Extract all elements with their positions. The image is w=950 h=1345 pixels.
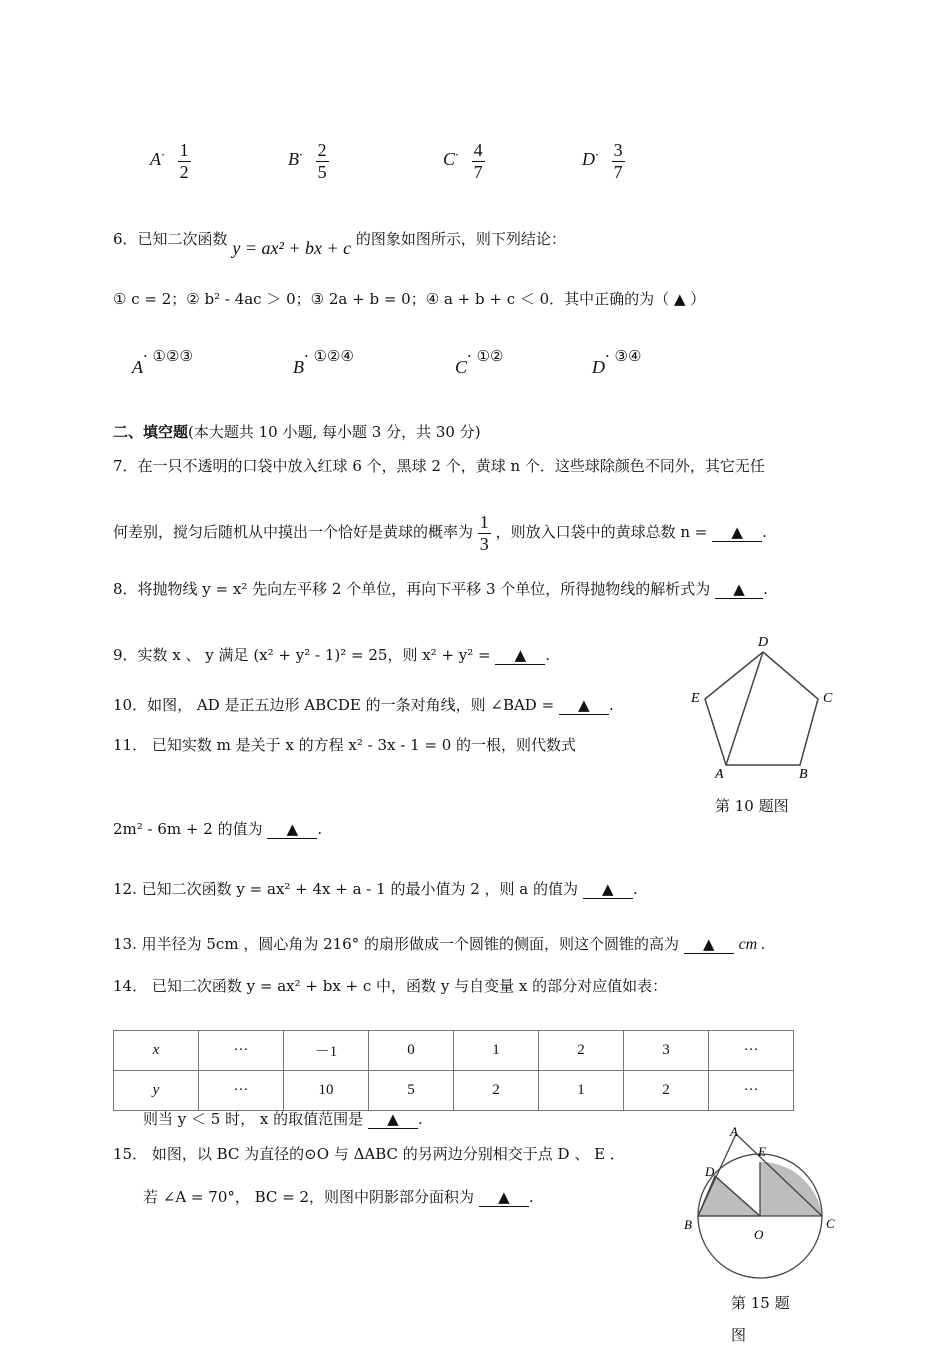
figure-15-circle — [680, 1122, 840, 1294]
q13: 13. 用半径为 5cm ，圆心角为 216° 的扇形做成一个圆锥的侧面，则这个圆锥的高为 ▲ cm . — [113, 935, 766, 953]
table-cell: y — [114, 1071, 199, 1111]
table-cell: ··· — [709, 1031, 794, 1071]
table-row-y — [114, 1071, 794, 1111]
table-row-x — [114, 1031, 794, 1071]
label-e: E — [758, 1144, 766, 1159]
table-cell: 5 — [369, 1071, 454, 1111]
q11-line2: 2m² - 6m + 2 的值为 ▲ . — [113, 820, 323, 838]
pentagon-abcde — [705, 652, 818, 765]
q11-answer-blank[interactable]: ▲ — [267, 820, 317, 839]
q11-line1: 11． 已知实数 m 是关于 x 的方程 x² - 3x - 1 = 0 的一根，则代数式 — [113, 736, 577, 754]
table-cell: x — [114, 1031, 199, 1071]
q10: 10．如图， AD 是正五边形 ABCDE 的一条对角线，则 ∠BAD = ▲ . — [113, 696, 614, 714]
q6-stem: 6．已知二次函数 y = ax² + bx + c 的图象如图所示，则下列结论： — [113, 230, 566, 258]
q6-option-a: A· ①②③ — [132, 347, 193, 377]
q7-answer-blank[interactable]: ▲ — [712, 523, 762, 542]
q7-fraction: $\frac{1}{3}$ — [479, 512, 489, 554]
label-b: B — [684, 1217, 692, 1232]
q14-stem: 14． 已知二次函数 y = ax² + bx + c 中，函数 y 与自变量 x 的部分对应值如表： — [113, 977, 668, 995]
figure-15-caption-1: 第 15 题 — [731, 1294, 790, 1312]
q8: 8．将抛物线 y = x² 先向左平移 2 个单位，再向下平移 3 个单位，所得抛物线的解析式为 ▲ . — [113, 580, 768, 598]
figure-15-caption-2: 图 — [731, 1326, 747, 1344]
q5-option-d: D· $\frac{3}{7}$ — [582, 140, 623, 182]
label-a: A — [730, 1124, 738, 1139]
q13-answer-blank[interactable]: ▲ — [684, 935, 734, 954]
q5-option-b: B· $\frac{2}{5}$ — [288, 140, 327, 182]
q15-line1: 15． 如图，以 BC 为直径的⊙O 与 ΔABC 的另两边分别相交于点 D 、 E ． — [113, 1145, 625, 1163]
q6-option-d: D· ③④ — [592, 347, 642, 377]
q7-line2: 何差别，搅匀后随机从中摸出一个恰好是黄球的概率为 $\frac{1}{3}$ ，则放入口袋中的黄球总数 n = ▲ . — [113, 512, 767, 554]
table-cell: 2 — [624, 1071, 709, 1111]
table-cell: －1 — [284, 1031, 369, 1071]
q6-option-b: B· ①②④ — [293, 347, 354, 377]
table-cell: ··· — [199, 1031, 284, 1071]
table-cell: ··· — [709, 1071, 794, 1111]
q14-question: 则当 y ＜ 5 时， x 的取值范围是 ▲ . — [143, 1110, 423, 1128]
label-a: A — [715, 767, 724, 782]
q7-line1: 7．在一只不透明的口袋中放入红球 6 个，黑球 2 个，黄球 n 个．这些球除颜色不同外，其它无任 — [113, 457, 765, 475]
q9-answer-blank[interactable]: ▲ — [495, 646, 545, 665]
table-cell: ··· — [199, 1071, 284, 1111]
q9: 9．实数 x 、 y 满足 (x² + y² - 1)² = 25，则 x² + y² = ▲ . — [113, 646, 551, 664]
table-cell: 1 — [539, 1071, 624, 1111]
table-cell: 3 — [624, 1031, 709, 1071]
q8-answer-blank[interactable]: ▲ — [715, 580, 763, 599]
q6-statements: ① c = 2；② b² - 4ac ＞ 0；③ 2a + b = 0；④ a + b + c ＜ 0．其中正确的为（ ▲ ） — [113, 290, 706, 308]
label-d: D — [758, 635, 769, 650]
q5-option-a: A· $\frac{1}{2}$ — [150, 140, 189, 182]
q12: 12. 已知二次函数 y = ax² + 4x + a - 1 的最小值为 2 ，则 a 的值为 ▲ . — [113, 880, 638, 898]
q10-answer-blank[interactable]: ▲ — [559, 696, 609, 715]
table-cell: 0 — [369, 1031, 454, 1071]
q15-line2: 若 ∠A = 70°， BC = 2，则图中阴影部分面积为 ▲ . — [143, 1188, 534, 1206]
diagonal-ad — [726, 652, 763, 765]
q6-option-c: C· ①② — [455, 347, 504, 377]
q15-answer-blank[interactable]: ▲ — [479, 1188, 529, 1207]
label-d: D — [705, 1164, 715, 1179]
q14-value-table — [113, 1030, 794, 1111]
label-e: E — [691, 691, 700, 706]
label-c: C — [823, 691, 833, 706]
section-2-heading: 二、填空题(本大题共 10 小题, 每小题 3 分，共 30 分) — [113, 423, 481, 441]
table-cell: 1 — [454, 1031, 539, 1071]
label-o: O — [754, 1227, 764, 1242]
q12-answer-blank[interactable]: ▲ — [583, 880, 633, 899]
label-c: C — [826, 1216, 835, 1231]
table-cell: 2 — [454, 1071, 539, 1111]
q14-answer-blank[interactable]: ▲ — [368, 1110, 418, 1129]
table-cell: 2 — [539, 1031, 624, 1071]
figure-10-pentagon — [688, 632, 838, 782]
q5-option-c: C· $\frac{4}{7}$ — [443, 140, 483, 182]
table-cell: 10 — [284, 1071, 369, 1111]
label-b: B — [799, 767, 808, 782]
figure-10-caption: 第 10 题图 — [715, 797, 789, 815]
